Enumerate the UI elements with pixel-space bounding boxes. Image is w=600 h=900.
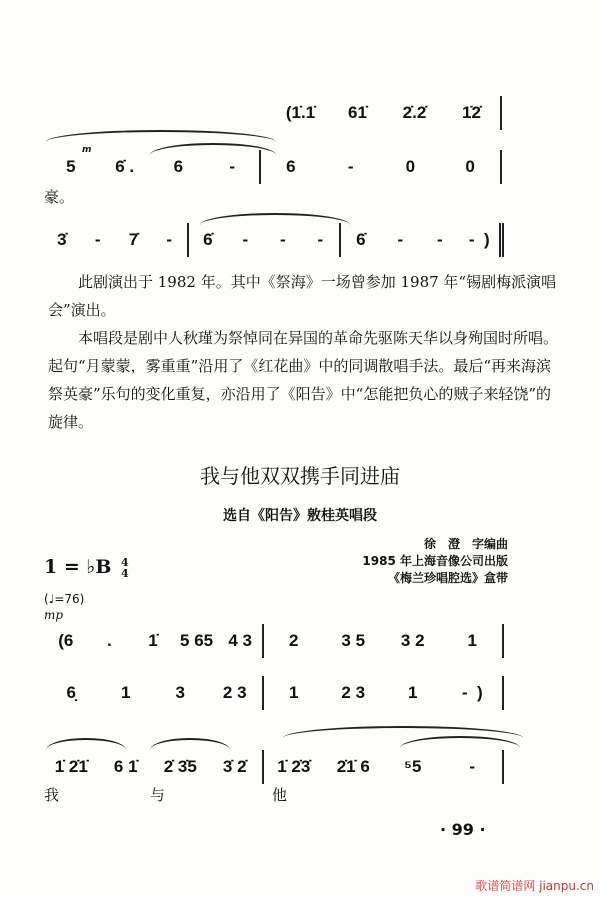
lyric: 豪。	[44, 188, 75, 206]
note: -	[317, 230, 324, 249]
note: 1̇ 2̇1̇	[54, 757, 88, 776]
slur	[283, 726, 523, 738]
tempo: (♩=76)	[44, 592, 85, 606]
note: (6	[58, 631, 74, 650]
note: - )	[461, 683, 483, 702]
note: -	[436, 230, 443, 249]
score-row-1	[272, 96, 502, 130]
score-row-2	[44, 150, 502, 184]
note: 6	[286, 157, 296, 176]
note: 2̇1̇ 6	[336, 757, 370, 776]
measure	[272, 96, 502, 130]
note: 3 5	[341, 631, 366, 650]
note: .	[107, 631, 112, 650]
note: 7̇	[128, 230, 139, 249]
note: 3 2	[400, 631, 425, 650]
note: 1	[289, 683, 299, 702]
dynamic: mp	[44, 608, 64, 622]
arranger: 徐 澄 字编曲	[423, 537, 508, 551]
note: (1̇.1̇	[285, 103, 316, 122]
measure	[264, 624, 504, 658]
score-row-3	[44, 223, 504, 257]
song-title: 我与他双双携手同进庙	[200, 464, 400, 488]
watermark: 歌谱简谱网 jianpu.cn	[475, 879, 594, 893]
note: 6̇	[356, 230, 366, 249]
note: - )	[468, 230, 490, 249]
slur	[46, 130, 276, 142]
note: 2̇ 3̇5	[163, 757, 197, 776]
time-signature	[121, 557, 129, 579]
note: 1̇	[148, 631, 158, 650]
measure	[44, 223, 189, 257]
note: 6̣	[66, 683, 76, 702]
note: -	[347, 157, 354, 176]
measure	[44, 676, 264, 710]
note: 6̇	[203, 230, 213, 249]
paragraph: 本唱段是剧中人秋瑾为祭悼同在异国的革命先驱陈天华以身殉国时所唱。起句“月蒙蒙，雾重重”沿用了《红花曲》中的同调散唱手法。最后“再来海滨祭英豪”乐句的变化重复，亦沿用了《阳告》中“怎能把负心的贼子来轻饶”的旋律。	[48, 329, 559, 431]
publisher: 1985 年上海音像公司出版	[362, 554, 508, 568]
note: -	[94, 230, 101, 249]
note: 1	[121, 683, 131, 702]
slur	[150, 738, 230, 750]
note: 0	[405, 157, 416, 176]
measure	[44, 750, 264, 784]
measure	[264, 750, 504, 784]
note: -	[229, 157, 236, 176]
song-subtitle: 选自《阳告》敫桂英唱段	[223, 508, 377, 524]
note: 61̇	[348, 103, 367, 122]
note: 0	[465, 157, 475, 176]
note: 3̇ 2̇	[222, 757, 247, 776]
lyric: 我	[44, 786, 60, 804]
note: 6	[173, 157, 184, 176]
note: 2 3	[222, 683, 247, 702]
note: 1	[467, 631, 477, 650]
note: 2	[289, 631, 299, 650]
note: 1̇2̇	[462, 103, 481, 122]
note: 1̇ 2̇3̇	[277, 757, 311, 776]
ornament-mark: m	[82, 145, 92, 155]
note: -	[280, 230, 286, 249]
note: 3	[175, 683, 185, 702]
key-signature	[44, 556, 129, 579]
note: 1	[408, 683, 418, 702]
time-bottom: 4	[121, 567, 129, 580]
note: -	[242, 230, 249, 249]
page-number: · 99 ·	[440, 820, 486, 839]
credits	[362, 536, 508, 587]
measure	[261, 150, 502, 184]
note: -	[166, 230, 173, 249]
note: 4 3	[228, 631, 252, 650]
time-top: 4	[121, 556, 129, 569]
note: 5 65	[180, 631, 214, 650]
score-row-6	[44, 750, 504, 784]
note: 6 1̇	[113, 757, 138, 776]
source: 《梅兰珍唱腔选》盒带	[387, 571, 508, 585]
measure	[44, 150, 261, 184]
measure	[44, 624, 264, 658]
score-row-5	[44, 676, 504, 710]
note: 6̇ .	[115, 157, 135, 176]
paragraph: 此剧演出于 1982 年。其中《祭海》一场曾参加 1987 年“锡剧梅派演唱会”演出。	[48, 273, 557, 319]
slur	[46, 738, 126, 750]
key: 1 = ♭B	[44, 556, 112, 578]
note: -	[469, 757, 476, 776]
measure	[189, 223, 341, 257]
lyric: 他	[272, 786, 288, 804]
measure	[341, 223, 504, 257]
note: 2̇.2̇	[402, 103, 427, 122]
note: -	[397, 230, 404, 249]
score-row-4	[44, 624, 504, 658]
note: ⁵5	[404, 757, 422, 776]
measure	[264, 676, 504, 710]
note: 3̇	[57, 230, 67, 249]
note: 5	[66, 157, 76, 176]
note: 2 3	[341, 683, 366, 702]
lyric: 与	[150, 786, 166, 804]
